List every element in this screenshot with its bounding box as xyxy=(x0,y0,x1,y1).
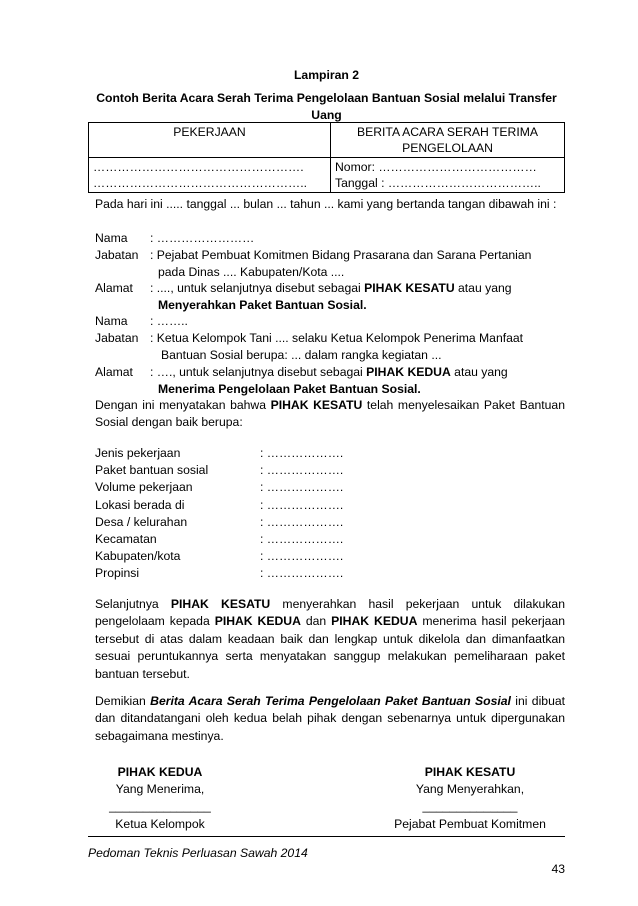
party2-nama-label: Nama xyxy=(95,314,128,328)
party2-jabatan-value: : Ketua Kelompok Tani .... selaku Ketua Kelompok Penerima Manfaat xyxy=(150,331,524,345)
col-header-line-1: BERITA ACARA SERAH TERIMA xyxy=(356,125,539,139)
party1-jabatan-value: : Pejabat Pembuat Komitmen Bidang Prasarana dan Sarana Pertanian xyxy=(150,248,532,262)
signature-right-name: Pejabat Pembuat Komitmen xyxy=(394,817,546,831)
field-value: : ………………. xyxy=(260,532,344,546)
party2-nama-value: : …….. xyxy=(150,314,188,328)
field-label: Desa / kelurahan xyxy=(95,514,188,529)
field-label: Paket bantuan sosial xyxy=(95,463,209,478)
col-header-line-2: PENGELOLAAN xyxy=(402,141,493,155)
field-value: : ………………. xyxy=(260,497,344,512)
field-value: : ………………. xyxy=(260,566,344,581)
field-value: : ………………. xyxy=(260,514,344,529)
pihak-kesatu-term: PIHAK KESATU xyxy=(270,398,363,412)
signature-left-subtitle: Yang Menerima, xyxy=(115,782,205,796)
tanggal-field: Tanggal : ……………………………….. xyxy=(335,176,541,190)
intro-paragraph: Pada hari ini ..... tanggal ... bulan ... tahun ... kami yang bertanda tangan dibawah ini : xyxy=(95,197,557,211)
col-header-pekerjaan: PEKERJAAN xyxy=(89,123,331,158)
field-label: Jenis pekerjaan xyxy=(95,446,181,460)
footer-title: Pedoman Teknis Perluasan Sawah 2014 xyxy=(88,846,308,860)
pihak-kedua-term: PIHAK KEDUA xyxy=(331,614,418,629)
party2-jabatan-label: Jabatan xyxy=(95,331,139,345)
closing-paragraph: Demikian Berita Acara Serah Terima Pengelolaan Paket Bantuan Sosial ini dibuat dan ditandatangani oleh kedua belah pihak dengan sebenarnya untuk dipergunakan sebagaimana mestinya. xyxy=(95,694,566,743)
signature-left-title: PIHAK KEDUA xyxy=(117,765,203,779)
party1-alamat-label: Alamat xyxy=(95,281,133,295)
field-value: : ………………. xyxy=(260,446,344,460)
header-table xyxy=(88,122,565,193)
pihak-kesatu-term: PIHAK KESATU xyxy=(364,281,455,295)
party1-jabatan-value-2: pada Dinas .... Kabupaten/Kota .... xyxy=(158,265,345,279)
pekerjaan-line-2: …………………………………………….. xyxy=(93,176,307,190)
document-subtitle xyxy=(88,90,565,124)
subtitle-line-2: Uang xyxy=(311,108,342,122)
party1-alamat-value: : ...., untuk selanjutnya disebut sebagai PIHAK KESATU atau yang xyxy=(150,281,512,295)
signature-left-line: _______________ xyxy=(109,799,211,813)
party1-nama-value: : …………………… xyxy=(150,231,255,245)
party2-jabatan-value-2: Bantuan Sosial berupa: ... dalam rangka kegiatan ... xyxy=(161,348,442,362)
signature-right-subtitle: Yang Menyerahkan, xyxy=(415,782,525,796)
field-value: : ………………. xyxy=(260,463,344,478)
footer-divider xyxy=(88,836,565,837)
party2-alamat-value: : …., untuk selanjutnya disebut sebagai PIHAK KEDUA atau yang xyxy=(150,365,508,379)
pekerjaan-line-1: ……………………………………………. xyxy=(93,160,304,174)
signature-right-line: ______________ xyxy=(422,799,518,813)
page-number: 43 xyxy=(551,862,565,876)
field-label: Kabupaten/kota xyxy=(95,549,181,564)
field-label: Volume pekerjaan xyxy=(95,480,193,495)
party1-alamat-value-2: Menyerahkan Paket Bantuan Sosial. xyxy=(158,298,367,312)
col-header-berita-acara xyxy=(331,123,565,158)
handover-paragraph: Selanjutnya PIHAK KESATU menyerahkan hasil pekerjaan untuk dilakukan pengelolaam kepada PIHAK KEDUA dan PIHAK KEDUA menerima hasil pekerjaan tersebut di atas dalam keadaan baik dan lengkap untuk dikelola dan dimanfaatkan sesuai peruntukannya serta menyatakan sanggup melakukan pemeliharaan paket bantuan tersebut. xyxy=(95,597,566,681)
field-label: Lokasi berada di xyxy=(95,497,185,512)
party2-alamat-label: Alamat xyxy=(95,365,133,379)
party1-nama-label: Nama xyxy=(95,231,128,245)
page-heading: Lampiran 2 xyxy=(293,68,360,82)
pihak-kedua-term: PIHAK KEDUA xyxy=(214,614,301,629)
nomor-tanggal-cell xyxy=(331,158,565,193)
field-value: : ………………. xyxy=(260,480,344,495)
field-label: Propinsi xyxy=(95,566,140,581)
party1-jabatan-label: Jabatan xyxy=(95,248,139,262)
nomor-field: Nomor: ………………………………… xyxy=(335,160,537,174)
pihak-kedua-term: PIHAK KEDUA xyxy=(366,365,451,379)
field-label: Kecamatan xyxy=(95,532,157,546)
document-name-term: Berita Acara Serah Terima Pengelolaan Paket Bantuan Sosial xyxy=(150,694,511,708)
pihak-kesatu-term: PIHAK KESATU xyxy=(170,597,271,611)
statement-paragraph: Dengan ini menyatakan bahwa PIHAK KESATU telah menyelesaikan Paket Bantuan Sosial dengan baik berupa: xyxy=(95,398,565,429)
field-value: : ………………. xyxy=(260,549,344,564)
subtitle-line-1: Contoh Berita Acara Serah Terima Pengelolaan Bantuan Sosial melalui Transfer xyxy=(96,91,557,105)
party2-alamat-value-2: Menerima Pengelolaan Paket Bantuan Sosial. xyxy=(158,382,421,396)
signature-left-name: Ketua Kelompok xyxy=(115,817,205,831)
pekerjaan-cell xyxy=(89,158,331,193)
signature-right-title: PIHAK KESATU xyxy=(424,765,516,779)
